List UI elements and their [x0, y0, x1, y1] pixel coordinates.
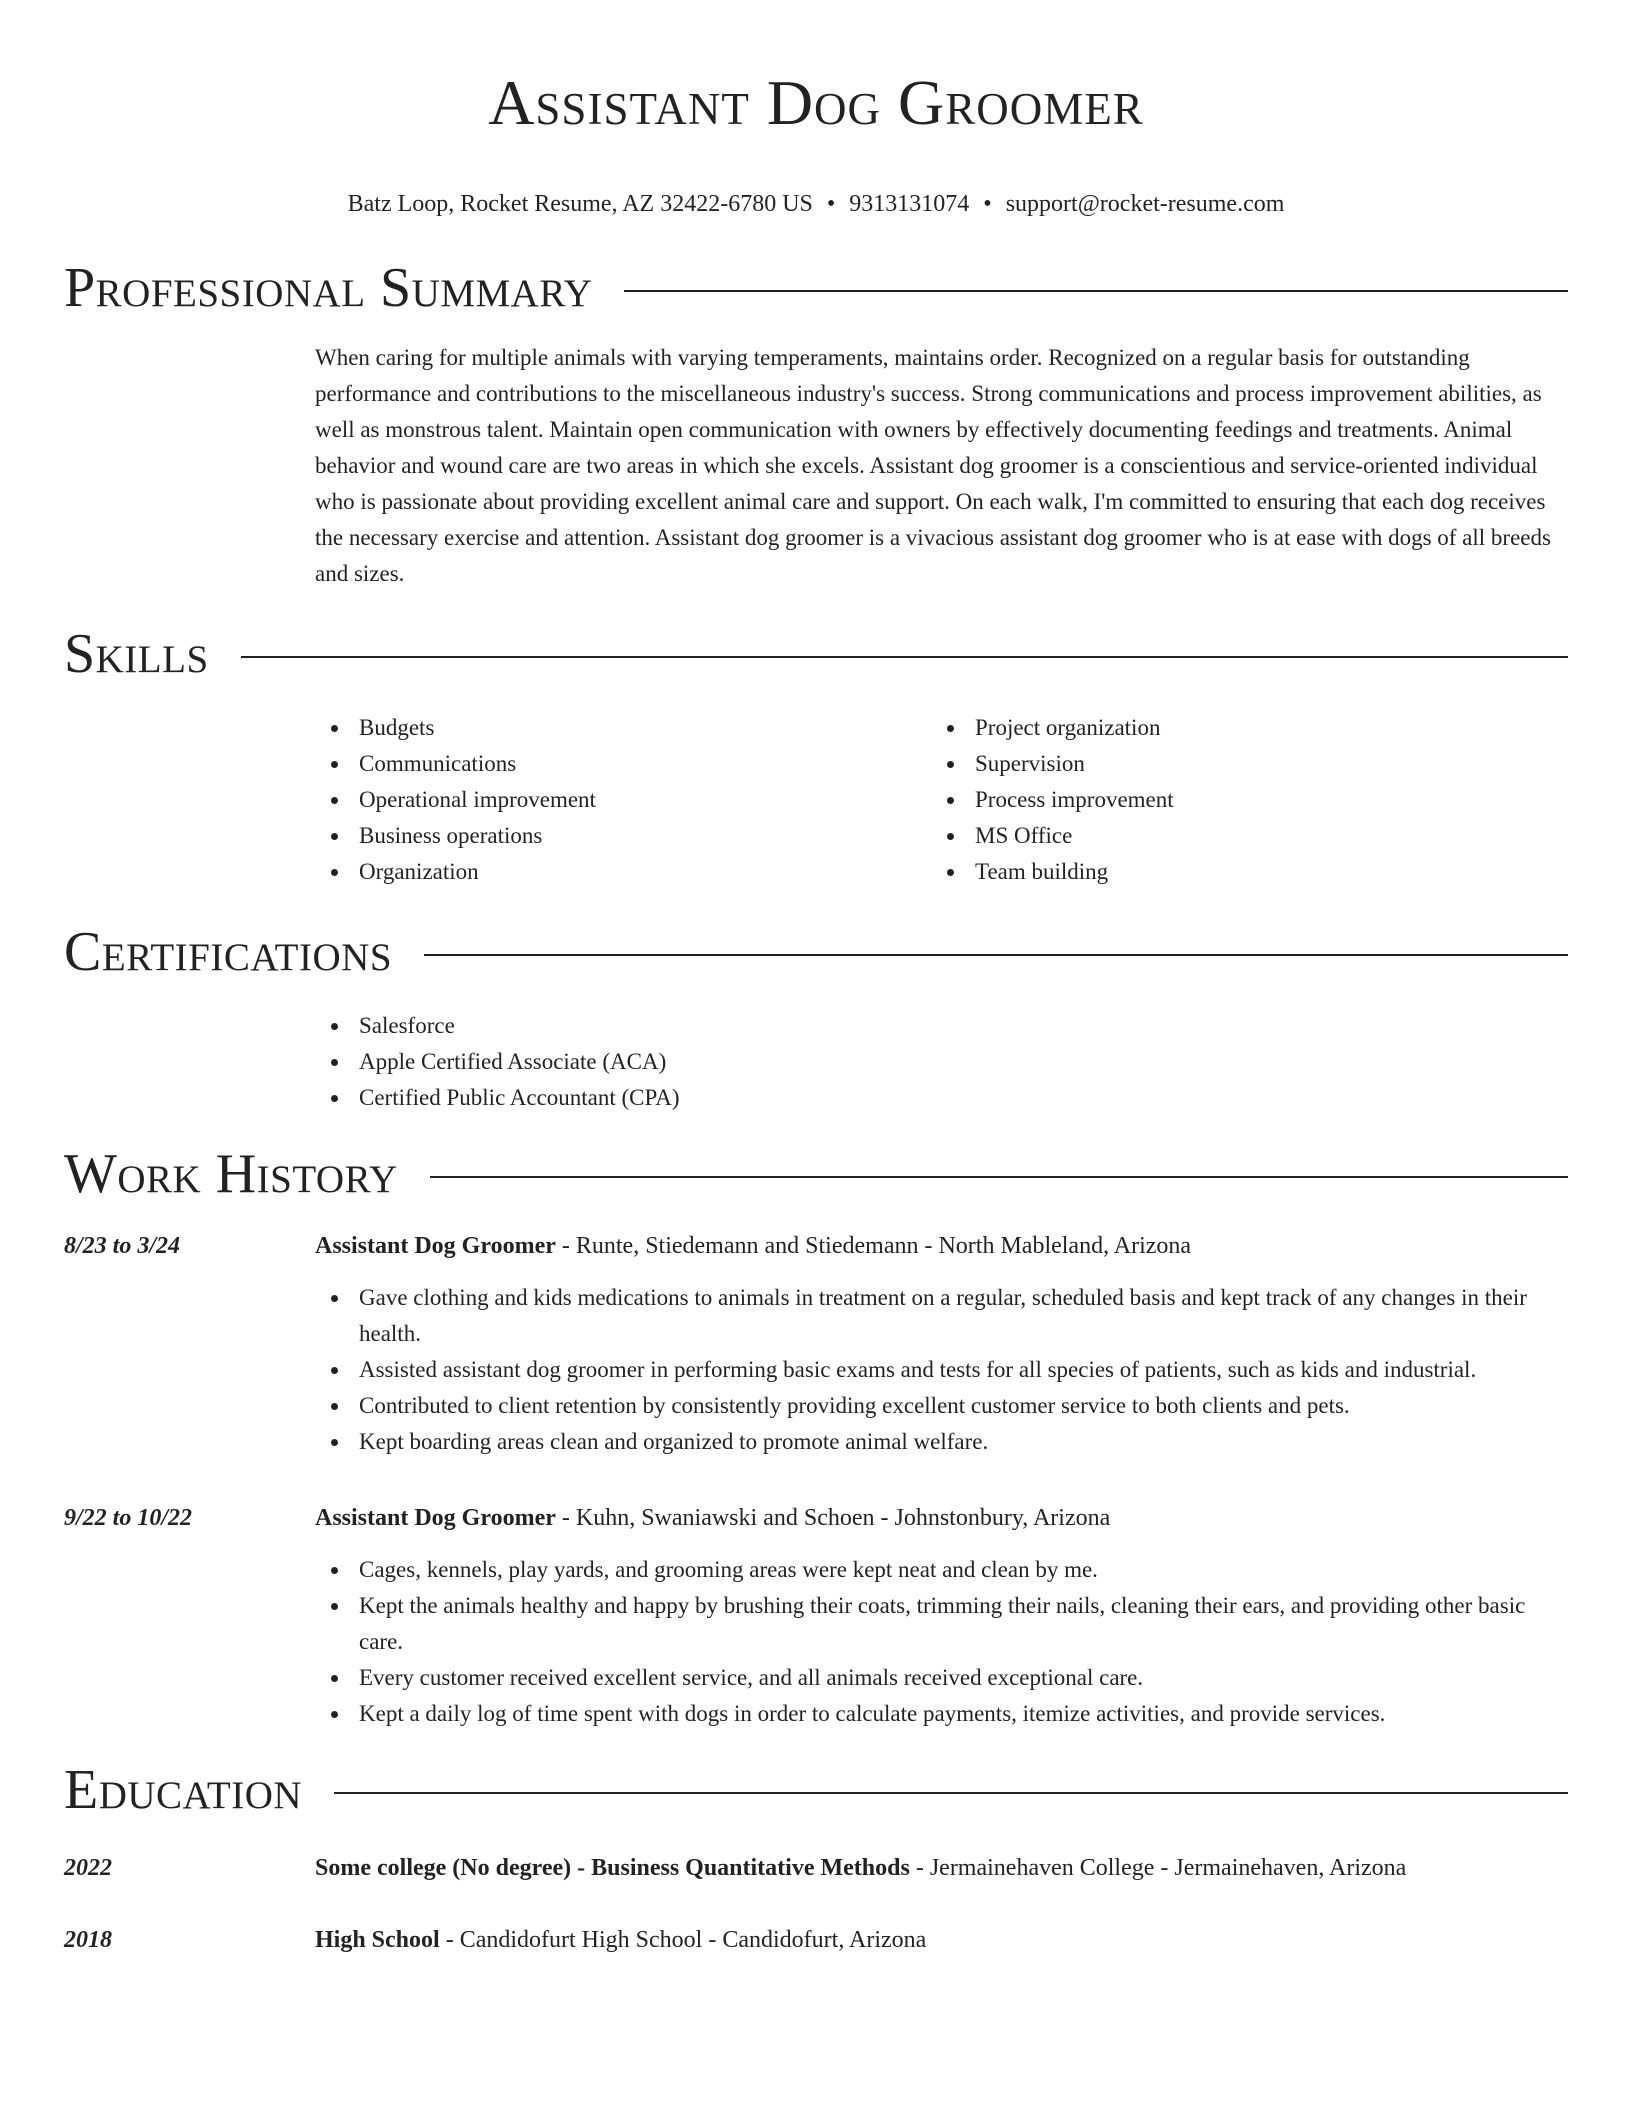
skill-item: Budgets — [315, 710, 931, 746]
education-body — [315, 1922, 1568, 1958]
job-dates: 9/22 to 10/22 — [64, 1505, 193, 1531]
skill-item: Process improvement — [931, 782, 1547, 818]
job-title: Assistant Dog Groomer — [315, 1505, 556, 1531]
section-divider — [334, 1792, 1568, 1794]
candidate-name: Assistant Dog Groomer — [488, 67, 1144, 138]
education-year: 2022 — [64, 1855, 112, 1881]
education-entry — [64, 1850, 1568, 1886]
job-bullet: Kept a daily log of time spent with dogs in order to calculate payments, itemize activities, and provide services. — [315, 1696, 1568, 1732]
job-bullet: Gave clothing and kids medications to animals in treatment on a regular, scheduled basis and kept track of any changes in their health. — [315, 1280, 1568, 1352]
certification-item: Salesforce — [315, 1008, 1568, 1044]
education-degree: Some college (No degree) - Business Quantitative Methods — [315, 1855, 910, 1881]
education-line — [315, 1922, 1568, 1958]
skill-item: Operational improvement — [315, 782, 931, 818]
job-bullet: Cages, kennels, play yards, and grooming areas were kept neat and clean by me. — [315, 1552, 1568, 1588]
contact-line — [64, 186, 1568, 222]
job-employer: - Kuhn, Swaniawski and Schoen - Johnstonbury, Arizona — [555, 1505, 1111, 1531]
work-history-section-header — [64, 1142, 1568, 1206]
certifications-section-header — [64, 920, 1568, 984]
job-bullets — [315, 1552, 1568, 1732]
job-title-line — [315, 1500, 1568, 1536]
education-section-header — [64, 1758, 1568, 1822]
skill-item: MS Office — [931, 818, 1547, 854]
section-divider — [430, 1176, 1568, 1178]
job-bullets — [315, 1280, 1568, 1460]
job-bullet: Kept the animals healthy and happy by brushing their coats, trimming their nails, cleaning their ears, and providing other basic care. — [315, 1588, 1568, 1660]
skill-item: Supervision — [931, 746, 1547, 782]
education-body — [315, 1850, 1568, 1886]
job-title-line — [315, 1228, 1568, 1264]
skills-section-header — [64, 622, 1568, 686]
work-history-heading: Work History — [64, 1143, 398, 1205]
email: support@rocket-resume.com — [1005, 191, 1285, 217]
phone: 9313131074 — [849, 191, 970, 217]
education-entry — [64, 1922, 1568, 1958]
job-bullet: Kept boarding areas clean and organized to promote animal welfare. — [315, 1424, 1568, 1460]
skill-item: Business operations — [315, 818, 931, 854]
job-body — [315, 1228, 1568, 1460]
skill-item: Project organization — [931, 710, 1547, 746]
job-bullet: Every customer received excellent service, and all animals received exceptional care. — [315, 1660, 1568, 1696]
job-entry — [64, 1500, 1568, 1732]
summary-text: When caring for multiple animals with varying temperaments, maintains order. Recognized on a regular basis for outstanding performance and contributions to the miscellaneous industry's success. Strong communications and process improvement abilities, as well as monstrous talent. Maintain open communication with owners by effectively documenting feedings and treatments. Animal behavior and wound care are two areas in which she excels. Assistant dog groomer is a conscientious and service-oriented individual who is passionate about providing excellent animal care and support. On each walk, I'm committed to ensuring that each dog receives the necessary exercise and attention. Assistant dog groomer is a vivacious assistant dog groomer who is at ease with dogs of all breeds and sizes. — [315, 345, 1551, 586]
section-divider — [241, 656, 1568, 658]
certification-item: Certified Public Accountant (CPA) — [315, 1080, 1568, 1116]
job-body — [315, 1500, 1568, 1732]
job-title: Assistant Dog Groomer — [315, 1233, 556, 1259]
section-divider — [424, 954, 1568, 956]
separator-dot: • — [983, 191, 992, 217]
summary-heading: Professional Summary — [64, 257, 593, 319]
education-school: - Jermainehaven College - Jermainehaven, Arizona — [909, 1855, 1407, 1881]
skill-item: Communications — [315, 746, 931, 782]
education-heading: Education — [64, 1759, 303, 1821]
skills-list — [315, 710, 1568, 890]
skills-column-right — [931, 710, 1547, 890]
certifications-list — [315, 1008, 1568, 1116]
job-bullet: Contributed to client retention by consistently providing excellent customer service to both clients and pets. — [315, 1388, 1568, 1424]
job-dates: 8/23 to 3/24 — [64, 1233, 181, 1259]
education-degree: High School — [315, 1927, 440, 1953]
skill-item: Team building — [931, 854, 1547, 890]
skills-heading: Skills — [64, 623, 209, 685]
job-employer: - Runte, Stiedemann and Stiedemann - North Mableland, Arizona — [555, 1233, 1192, 1259]
education-line — [315, 1850, 1568, 1886]
summary-section-header — [64, 256, 1568, 320]
certification-item: Apple Certified Associate (ACA) — [315, 1044, 1568, 1080]
address: Batz Loop, Rocket Resume, AZ 32422-6780 US — [347, 191, 813, 217]
skill-item: Organization — [315, 854, 931, 890]
skills-column-left — [315, 710, 931, 890]
job-bullet: Assisted assistant dog groomer in performing basic exams and tests for all species of patients, such as kids and industrial. — [315, 1352, 1568, 1388]
section-divider — [624, 290, 1568, 292]
separator-dot: • — [826, 191, 836, 217]
certifications-heading: Certifications — [64, 921, 393, 983]
education-year: 2018 — [64, 1927, 112, 1953]
education-school: - Candidofurt High School - Candidofurt, Arizona — [439, 1927, 927, 1953]
job-entry — [64, 1228, 1568, 1460]
